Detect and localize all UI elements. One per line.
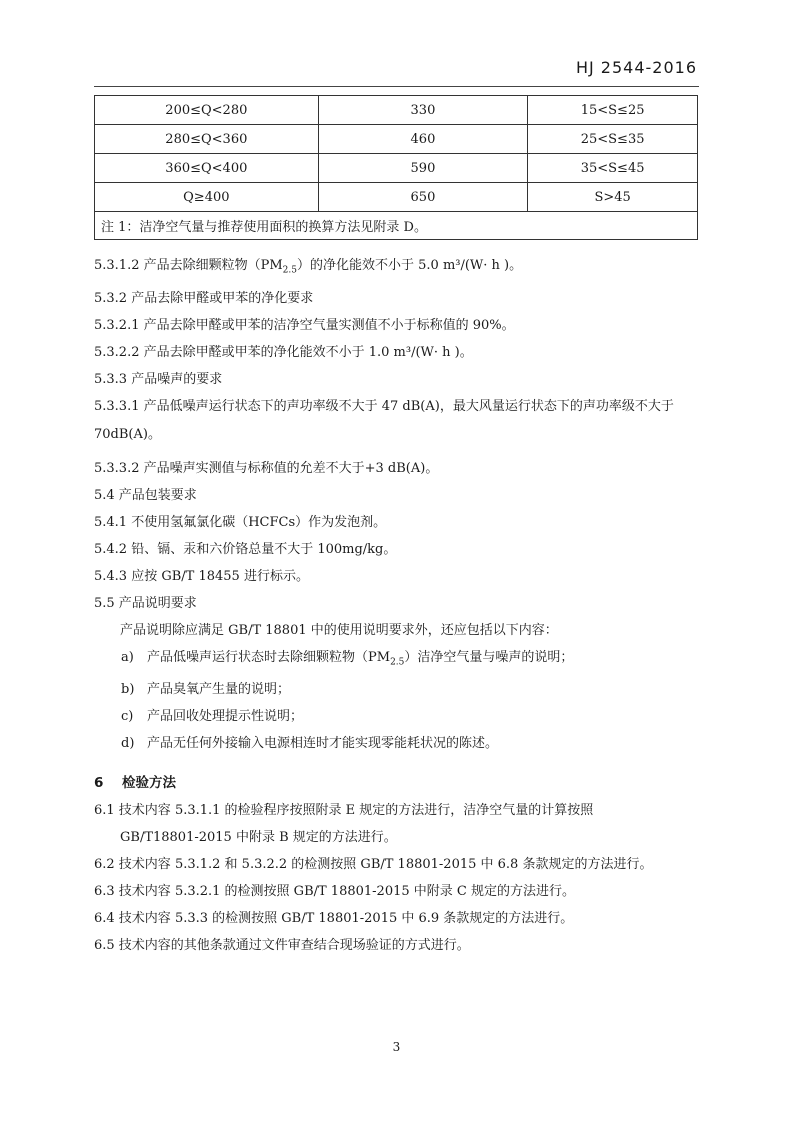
table-cell: 330 bbox=[318, 96, 528, 125]
table-cell: 360≤Q<400 bbox=[95, 154, 319, 183]
clause-5-3-2-2: 5.3.2.2 产品去除甲醛或甲苯的净化能效不小于 1.0 m³/(W· h )。 bbox=[94, 344, 473, 360]
clause-5-4: 5.4 产品包装要求 bbox=[94, 487, 197, 503]
table-cell: Q≥400 bbox=[95, 183, 319, 212]
clause-5-4-3: 5.4.3 应按 GB/T 18455 进行标示。 bbox=[94, 568, 309, 584]
clause-5-3-2: 5.3.2 产品去除甲醛或甲苯的净化要求 bbox=[94, 290, 314, 306]
table-row bbox=[95, 96, 698, 125]
list-label: b) bbox=[121, 682, 135, 698]
list-text: 产品无任何外接输入电源相连时才能实现零能耗状况的陈述。 bbox=[147, 736, 499, 752]
page-number: 3 bbox=[392, 1040, 401, 1054]
table-row bbox=[95, 183, 698, 212]
list-label: a) bbox=[121, 649, 134, 665]
section-heading bbox=[94, 769, 700, 797]
document-body bbox=[94, 252, 700, 959]
clause-6-1-cont: GB/T18801-2015 中附录 B 规定的方法进行。 bbox=[120, 830, 397, 846]
subscript: 2.5 bbox=[390, 657, 405, 668]
list-text: 产品低噪声运行状态时去除细颗粒物（PM bbox=[147, 649, 391, 665]
clause-5-4-1: 5.4.1 不使用氢氟氯化碳（HCFCs）作为发泡剂。 bbox=[94, 514, 387, 530]
clause-5-3-3: 5.3.3 产品噪声的要求 bbox=[94, 371, 223, 387]
table-cell: S>45 bbox=[528, 183, 698, 212]
table-row bbox=[95, 154, 698, 183]
clause-5-3-2-1: 5.3.2.1 产品去除甲醛或甲苯的洁净空气量实测值不小于标称值的 90%。 bbox=[94, 317, 515, 333]
clause-5-5-intro: 产品说明除应满足 GB/T 18801 中的使用说明要求外，还应包括以下内容： bbox=[120, 622, 558, 638]
table-note-row bbox=[95, 212, 698, 240]
clause-text: ）的净化能效不小于 5.0 m³/(W· h )。 bbox=[297, 258, 523, 273]
list-item bbox=[94, 703, 700, 730]
table-cell: 280≤Q<360 bbox=[95, 125, 319, 154]
table-row bbox=[95, 125, 698, 154]
clause-6-4: 6.4 技术内容 5.3.3 的检测按照 GB/T 18801-2015 中 6.9 条款规定的方法进行。 bbox=[94, 911, 574, 927]
clause-6-1: 6.1 技术内容 5.3.1.1 的检验程序按照附录 E 规定的方法进行，洁净空气量的计算按照 bbox=[94, 803, 594, 819]
clause-6-5: 6.5 技术内容的其他条款通过文件审查结合现场验证的方式进行。 bbox=[94, 938, 470, 954]
list-text: 产品臭氧产生量的说明； bbox=[147, 682, 291, 698]
table-cell: 650 bbox=[318, 183, 528, 212]
clause-5-3-1-2 bbox=[94, 252, 700, 285]
list-text: 产品回收处理提示性说明； bbox=[147, 709, 304, 725]
clause-5-3-3-2: 5.3.3.2 产品噪声实测值与标称值的允差不大于+3 dB(A)。 bbox=[94, 460, 439, 476]
section-title: 检验方法 bbox=[122, 775, 176, 792]
table-note: 注 1：洁净空气量与推荐使用面积的换算方法见附录 D。 bbox=[95, 212, 698, 240]
spec-table bbox=[94, 95, 698, 240]
list-item bbox=[94, 644, 700, 677]
clause-6-2: 6.2 技术内容 5.3.1.2 和 5.3.2.2 的检测按照 GB/T 18801-2015 中 6.8 条款规定的方法进行。 bbox=[94, 857, 653, 873]
clause-5-3-3-1: 5.3.3.1 产品低噪声运行状态下的声功率级不大于 47 dB(A)，最大风量运行状态下的声功率级不大于 70dB(A)。 bbox=[94, 398, 674, 442]
clause-5-4-2: 5.4.2 铅、镉、汞和六价铬总量不大于 100mg/kg。 bbox=[94, 541, 397, 557]
list-item bbox=[94, 730, 700, 757]
list-label: d) bbox=[121, 736, 135, 752]
list-label: c) bbox=[121, 709, 134, 725]
list-text: ）洁净空气量与噪声的说明； bbox=[404, 649, 574, 665]
clause-5-5: 5.5 产品说明要求 bbox=[94, 595, 197, 611]
subscript: 2.5 bbox=[282, 265, 297, 276]
table-cell: 590 bbox=[318, 154, 528, 183]
table-cell: 200≤Q<280 bbox=[95, 96, 319, 125]
list-item bbox=[94, 676, 700, 703]
table-cell: 460 bbox=[318, 125, 528, 154]
table-cell: 25<S≤35 bbox=[528, 125, 698, 154]
standard-code: HJ 2544-2016 bbox=[575, 58, 697, 77]
table-cell: 15<S≤25 bbox=[528, 96, 698, 125]
clause-6-3: 6.3 技术内容 5.3.2.1 的检测按照 GB/T 18801-2015 中附录 C 规定的方法进行。 bbox=[94, 884, 575, 900]
table-cell: 35<S≤45 bbox=[528, 154, 698, 183]
clause-text: 5.3.1.2 产品去除细颗粒物（PM bbox=[94, 258, 283, 273]
section-number: 6 bbox=[94, 775, 104, 792]
header-rule bbox=[94, 86, 699, 87]
